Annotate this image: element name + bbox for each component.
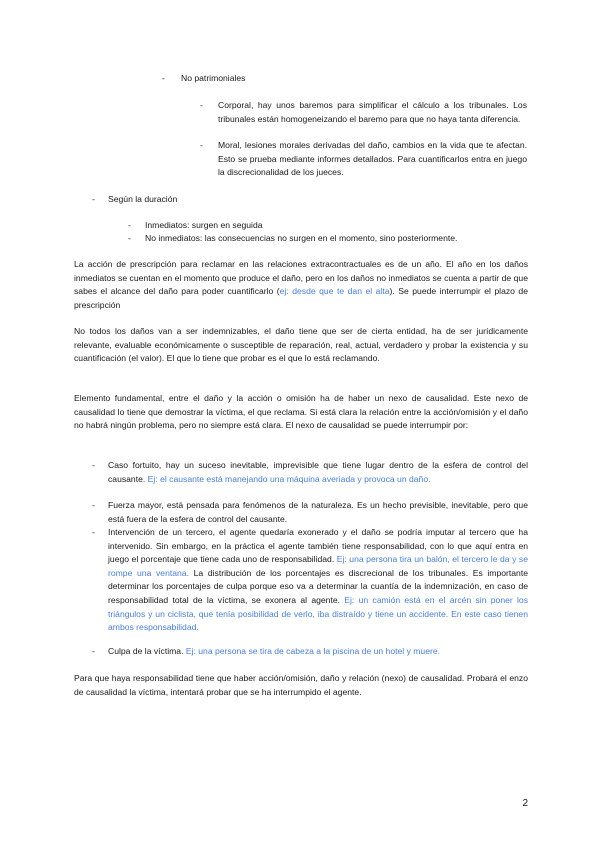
list-item-intervencion-tercero: Intervención de un tercero, el agente quedaría exonerado y el daño se podría imputar al tercero que ha intervenido. Sin embargo, en la práctica el agente también tiene responsabilidad, con lo que aquí entra en juego el porcentaje que tiene cada uno de responsabilidad. Ej: una persona tira un balón, el tercero le da y se rompe una ventana. La distribución de los porcentajes es discrecional de los tribunales. Es importante determinar los porcentajes de culpa porque eso va a determinar la cuantía de la indemnización, en caso de responsabilidad total de la víctima, se exonera al agente. Ej: un camión está en el arcén sin poner los triángulos y un ciclista, que tenía posibilidad de verlo, iba distraído y tiene un accidente. En este caso tienen ambos responsabilidad. — [108, 527, 529, 633]
bullet-dash: - — [92, 500, 95, 510]
bullet-dash: - — [92, 527, 95, 537]
example-text: Ej: un camión está en el arcén sin poner los triángulos y un ciclista, que tenía posibilidad de verlo, iba distraído y tiene un accidente. En este caso tienen ambos responsabilidad. — [108, 594, 528, 633]
example-text: Ej: una persona tira un balón, el tercero le da y se rompe una ventana. — [108, 554, 529, 578]
bullet-dash: - — [200, 100, 203, 110]
example-text: Ej: el causante está manejando una máquina averiada y provoca un daño. — [147, 473, 431, 484]
bullet-dash: - — [162, 73, 165, 83]
bullet-dash: - — [92, 460, 95, 470]
bullet-dash: - — [128, 220, 131, 230]
heading-duracion: Según la duración — [108, 194, 178, 204]
list-item-culpa-victima: Culpa de la víctima. Ej: una persona se tira de cabeza a la piscina de un hotel y muere. — [108, 646, 441, 656]
bullet-dash: - — [92, 646, 95, 656]
list-item-caso-fortuito: Caso fortuito, hay un suceso inevitable, imprevisible que tiene lugar dentro de la esfera de control del causante. Ej: el causante está manejando una máquina averiada y provoca un daño. — [108, 460, 528, 484]
list-item-moral: Moral, lesiones morales derivadas del daño, cambios en la vida que te afectan. Esto se prueba mediante informes detallados. Para cuantificarlos entra en juego la discrecionalidad de los jueces. — [218, 140, 527, 178]
page-number: 2 — [522, 798, 528, 809]
paragraph-final: Para que haya responsabilidad tiene que haber acción/omisión, daño y relación (nexo) de causalidad. Probará el enzo de causalidad la víctima, intentará probar que se ha interrumpido el agente. — [74, 673, 528, 697]
list-item-no-inmediatos: No inmediatos: las consecuencias no surgen en el momento, sino posteriormente. — [145, 233, 458, 243]
list-item-fuerza-mayor: Fuerza mayor, está pensada para fenómenos de la naturaleza. Es un hecho previsible, inevitable, pero que está fuera de la esfera de control del causante. — [108, 500, 528, 524]
paragraph-indemnizables: No todos los daños van a ser indemnizables, el daño tiene que ser de cierta entidad, ha de ser jurídicamente relevante, evaluable económicamente o susceptible de reparación, real, actual, verdadero y probar la existencia y su cuantificación (el valor). El que lo tiene que probar es el que lo está reclamando. — [74, 326, 528, 364]
bullet-dash: - — [200, 140, 203, 150]
heading-no-patrimoniales: No patrimoniales — [181, 73, 246, 83]
bullet-dash: - — [128, 233, 131, 243]
example-text: ej: desde que te dan el alta — [279, 286, 390, 297]
paragraph-prescripcion: La acción de prescripción para reclamar en las relaciones extracontractuales es de un año. El año en los daños inmediatos se cuentan en el momento que produce el daño, pero en los daños no inmediatos se cuenta a partir de que sabes el alcance del daño para poder cuantificarlo (ej: desde que te dan el alta). Se puede interrumpir el plazo de prescripción — [74, 259, 528, 310]
list-item-corporal: Corporal, hay unos baremos para simplificar el cálculo a los tribunales. Los tribunales están homogeneizando el baremo para que no haya tanta diferencia. — [218, 100, 527, 124]
list-item-inmediatos: Inmediatos: surgen en seguida — [145, 220, 263, 230]
bullet-dash: - — [92, 194, 95, 204]
paragraph-nexo: Elemento fundamental, entre el daño y la acción o omisión ha de haber un nexo de causalidad. Este nexo de causalidad lo tiene que demostrar la víctima, el que reclama. Si está clara la relación entre la acción/omisión y el daño no habrá ningún problema, pero no siempre está clara. El nexo de causalidad se puede interrumpir por: — [74, 393, 528, 431]
example-text: Ej: una persona se tira de cabeza a la piscina de un hotel y muere. — [185, 646, 441, 656]
